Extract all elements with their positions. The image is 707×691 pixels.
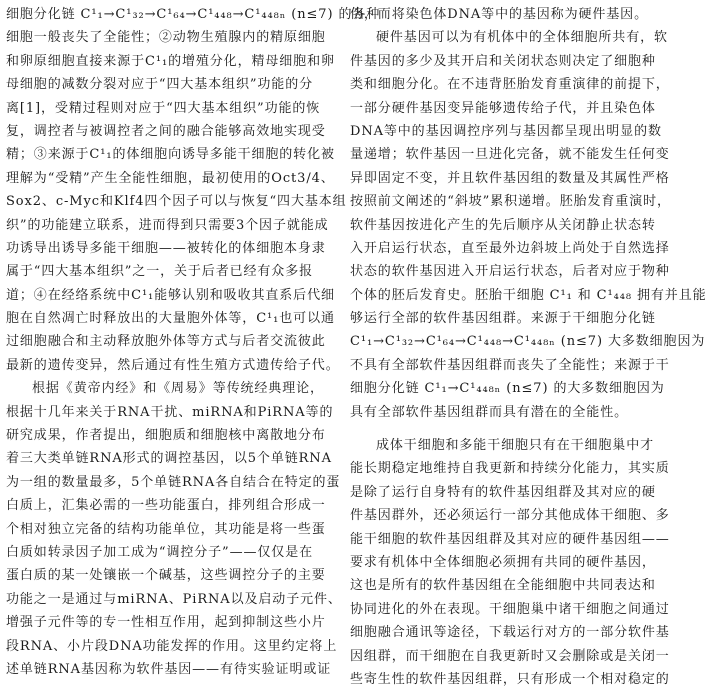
text-line: 硬件基因可以为有机体中的全体细胞所共有，软 <box>376 30 668 46</box>
text-line: 异即固定不变，并且软件基因组的数量及其属性严格 <box>350 170 670 186</box>
text-line: 功能之一是通过与miRNA、PiRNA以及启动子元件、 <box>6 591 342 607</box>
text-line: 根据《黄帝内经》和《周易》等传统经典理论， <box>32 381 324 397</box>
text-line: 根据十几年来关于RNA干扰、miRNA和PiRNA等的 <box>6 404 334 420</box>
text-line: 件基因群外，还必须运行一部分其他成体干细胞、多 <box>350 508 670 524</box>
text-line: 件基因的多少及其开启和关闭状态则决定了细胞种 <box>350 53 656 69</box>
text-line: 成体干细胞和多能干细胞只有在干细胞巢中才 <box>376 438 655 454</box>
text-line: 胞在自然凋亡时释放出的大量胞外体等，C¹₁也可以通 <box>6 311 335 327</box>
text-line: 要求有机体中全体细胞必须拥有共同的硬件基因， <box>350 554 656 570</box>
text-line: 白质如转录因子加工成为“调控分子”——仅仅是在 <box>6 544 313 560</box>
text-line: 量递增；软件基因一旦进化完备，就不能发生任何变 <box>350 147 670 163</box>
text-line: 些寄生性的软件基因组群，只有形成一个相对稳定的 <box>350 671 670 687</box>
text-line: 细胞分化链 C¹₁→C¹₄₄₈ₙ (n≤7) 的大多数细胞因为 <box>350 381 665 397</box>
text-line: 研究成果，作者提出，细胞质和细胞核中离散地分布 <box>6 428 326 444</box>
text-line: 和卵原细胞直接来源于C¹₁的增殖分化，精母细胞和卵 <box>6 53 335 69</box>
left-column <box>6 3 381 677</box>
text-line: 不具有全部软件基因组群而丧失了全能性；来源于干 <box>350 357 670 373</box>
right-column <box>350 3 707 687</box>
text-line: 协同进化的外在表现。干细胞巢中诸干细胞之间通过 <box>350 601 670 617</box>
text-line: 个相对独立完备的结构功能单位，其功能是将一些蛋 <box>6 521 326 537</box>
text-line: 属于“四大基本组织”之一，关于后者已经有众多报 <box>6 264 313 280</box>
text-line: 过细胞融合和主动释放胞外体等方式与后者交流彼此 <box>6 334 326 350</box>
text-line: 精；③来源于C¹₁的体细胞向诱导多能干细胞的转化被 <box>6 147 335 163</box>
text-line: 着三大类单链RNA形式的调控基因，以5个单链RNA <box>6 451 332 467</box>
right-column-top-block <box>350 3 707 424</box>
text-line: 类和细胞分化。在不违背胚胎发育重演律的前提下， <box>350 77 670 93</box>
text-line: 细胞融合通讯等途径，下载运行对方的一部分软件基 <box>350 625 670 641</box>
text-line: 入开启运行状态，直至最外边斜坡上尚处于自然选择 <box>350 240 670 256</box>
text-line: 段RNA、小片段DNA功能发挥的作用。这里约定将上 <box>6 638 338 654</box>
text-line: 白质上，汇集必需的一些功能蛋白，排列组合形成一 <box>6 498 326 514</box>
text-line: 具有全部软件基因组群而具有潜在的全能性。 <box>350 404 629 420</box>
text-line: 够运行全部的软件基因组群。来源于干细胞分化链 <box>350 311 656 327</box>
text-line: 细胞一般丧失了全能性；②动物生殖腺内的精原细胞 <box>6 30 326 46</box>
right-column-bottom-block <box>350 434 681 691</box>
text-line: 个体的胚后发育史。胚胎干细胞 C¹₁ 和 C¹₄₄₈ 拥有并且能 <box>350 287 707 303</box>
text-line: 增强子元件等的专一性相互作用，起到抑制这些小片 <box>6 615 326 631</box>
text-line: 软件基因按进化产生的先后顺序从关闭静止状态转 <box>350 217 656 233</box>
text-line: 能长期稳定地维持自我更新和持续分化能力，其实质 <box>350 461 670 477</box>
text-line: 蛋白质的某一处镶嵌一个碱基，这些调控分子的主要 <box>6 568 326 584</box>
text-line: 道；④在经络系统中C¹₁能够认别和吸收其直系后代细 <box>6 287 335 303</box>
text-line: 因组群，而干细胞在自我更新时又会删除或是关闭一 <box>350 648 670 664</box>
text-line: 一部分硬件基因变异能够遗传给子代，并且染色体 <box>350 100 656 116</box>
paragraph-gap <box>350 424 681 434</box>
text-line: DNA等中的基因调控序列与基因都呈现出明显的数 <box>350 123 662 139</box>
text-line: 是除了运行自身特有的软件基因组群及其对应的硬 <box>350 484 656 500</box>
text-line: 离[1]，受精过程则对应于“四大基本组织”功能的恢 <box>6 100 321 116</box>
text-line: 能干细胞的软件基因组群及其对应的硬件基因组—— <box>350 531 670 547</box>
text-line: 为一组的数量最多，5个单链RNA各自结合在特定的蛋 <box>6 474 341 490</box>
text-line: 细胞分化链 C¹₁→C¹₃₂→C¹₆₄→C¹₄₄₈→C¹₄₄₈ₙ (n≤7) 的各种 <box>6 7 381 22</box>
text-line: 织”的功能建立联系，进而得到只需要3个因子就能成 <box>6 217 329 233</box>
text-line: 按照前文阐述的“斜坡”累积递增。胚胎发育重演时， <box>350 194 671 210</box>
text-line: Sox2、c-Myc和Klf4四个因子可以与恢复“四大基本组 <box>6 194 347 210</box>
text-line: 最新的遗传变异，然后通过有性生殖方式遗传给子代。 <box>6 357 340 373</box>
text-line: 功诱导出诱导多能干细胞——被转化的体细胞本身隶 <box>6 240 326 256</box>
text-line: 伪，而将染色体DNA等中的基因称为硬件基因。 <box>350 7 648 22</box>
text-line: 这也是所有的软件基因组在全能细胞中共同表达和 <box>350 578 656 594</box>
text-line: C¹₁→C¹₃₂→C¹₆₄→C¹₄₄₈→C¹₄₄₈ₙ (n≤7) 大多数细胞因为 <box>350 334 706 350</box>
text-line: 述单链RNA基因称为软件基因——有待实验证明或证 <box>6 661 332 677</box>
text-line: 母细胞的减数分裂对应于“四大基本组织”功能的分 <box>6 77 313 93</box>
text-line: 理解为“受精”产生全能性细胞，最初使用的Oct3/4、 <box>6 170 335 186</box>
text-line: 复，调控者与被调控者之间的融合能够高效地实现受 <box>6 123 326 139</box>
text-line: 状态的软件基因进入开启运行状态，后者对应于物种 <box>350 264 670 280</box>
